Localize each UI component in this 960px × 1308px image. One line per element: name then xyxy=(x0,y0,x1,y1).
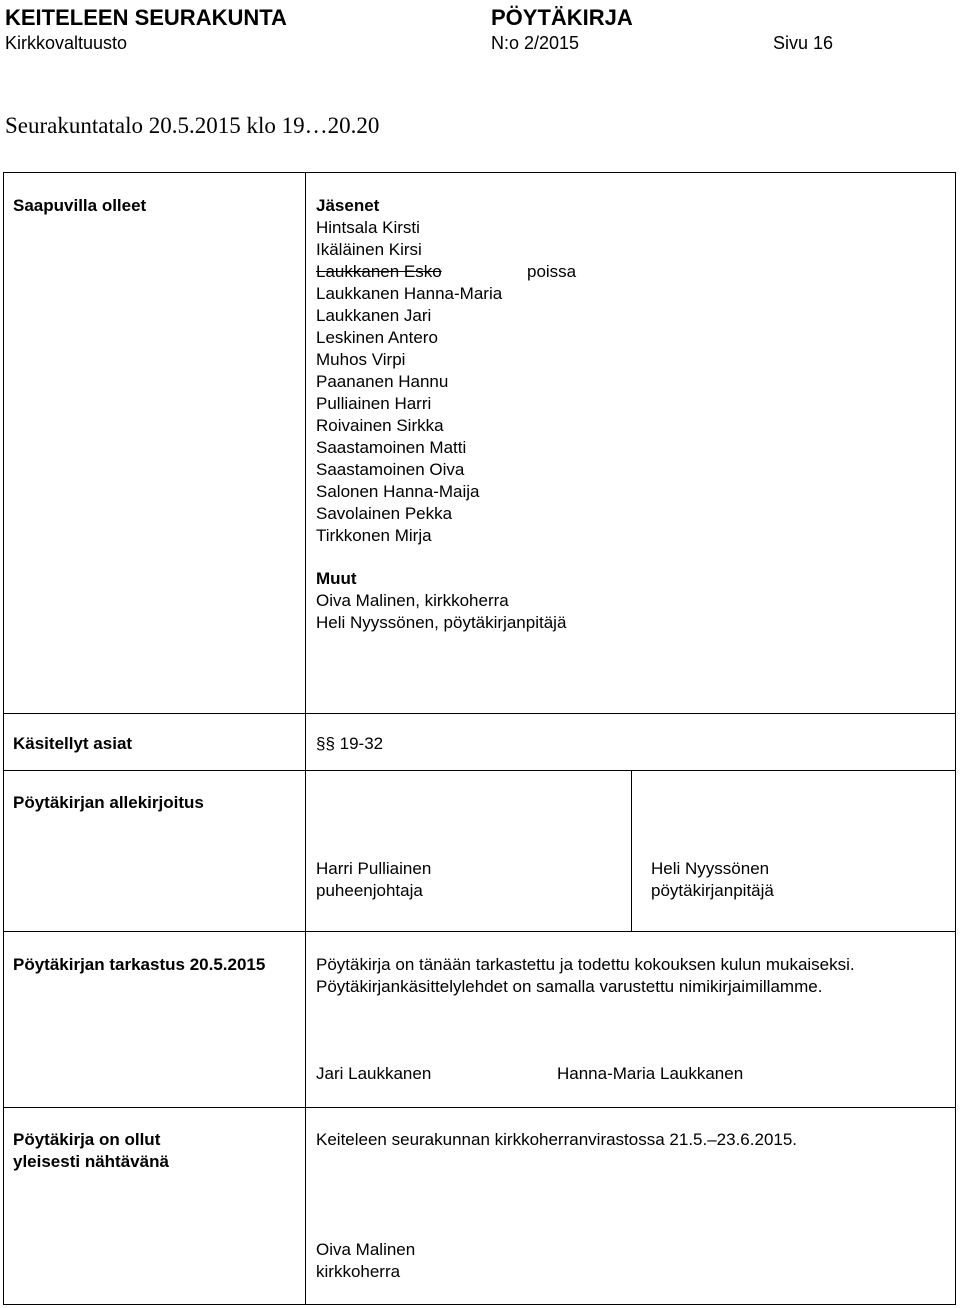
row-divider xyxy=(4,1107,955,1108)
public-label-line2: yleisesti nähtävänä xyxy=(13,1152,169,1171)
member-item: Savolainen Pekka xyxy=(316,504,453,523)
reviewer-1: Jari Laukkanen xyxy=(316,1064,432,1083)
row-divider xyxy=(4,770,955,771)
meeting-body: Kirkkovaltuusto xyxy=(5,33,128,53)
review-text-line1: Pöytäkirja on tänään tarkastettu ja todettu kokouksen kulun mukaiseksi. xyxy=(316,955,855,974)
member-item: Leskinen Antero xyxy=(316,328,438,347)
secretary-role: pöytäkirjanpitäjä xyxy=(651,881,774,900)
others-heading: Muut xyxy=(316,569,357,588)
member-item: Tirkkonen Mirja xyxy=(316,526,432,545)
attendance-label: Saapuvilla olleet xyxy=(13,196,147,215)
public-signer-role: kirkkoherra xyxy=(316,1262,401,1281)
review-label: Pöytäkirjan tarkastus 20.5.2015 xyxy=(13,955,266,974)
signature-column-divider xyxy=(631,770,632,931)
other-attendee: Oiva Malinen, kirkkoherra xyxy=(316,591,509,610)
review-text-line2: Pöytäkirjankäsittelylehdet on samalla varustettu nimikirjaimillamme. xyxy=(316,977,823,996)
member-item: Hintsala Kirsti xyxy=(316,218,420,237)
member-item: Laukkanen Esko xyxy=(316,262,442,281)
member-item: Roivainen Sirkka xyxy=(316,416,444,435)
member-item: Salonen Hanna-Maija xyxy=(316,482,480,501)
items-value: §§ 19-32 xyxy=(316,734,384,753)
absent-note: poissa xyxy=(527,262,577,281)
chair-role: puheenjohtaja xyxy=(316,881,423,900)
row-divider xyxy=(4,931,955,932)
member-item: Saastamoinen Matti xyxy=(316,438,467,457)
members-list xyxy=(316,217,502,547)
reviewer-2: Hanna-Maria Laukkanen xyxy=(557,1064,744,1083)
member-item: Pulliainen Harri xyxy=(316,394,432,413)
other-attendee: Heli Nyyssönen, pöytäkirjanpitäjä xyxy=(316,613,567,632)
member-item: Muhos Virpi xyxy=(316,350,406,369)
signature-label: Pöytäkirjan allekirjoitus xyxy=(13,793,204,812)
public-text: Keiteleen seurakunnan kirkkoherranvirastossa 21.5.–23.6.2015. xyxy=(316,1130,798,1149)
member-item: Laukkanen Jari xyxy=(316,306,432,325)
others-list xyxy=(316,590,566,634)
member-item: Ikäläinen Kirsi xyxy=(316,240,422,259)
member-item: Laukkanen Hanna-Maria xyxy=(316,284,503,303)
member-item: Paananen Hannu xyxy=(316,372,449,391)
secretary-name: Heli Nyyssönen xyxy=(651,859,770,878)
public-signer-name: Oiva Malinen xyxy=(316,1240,416,1259)
public-label-line1: Pöytäkirja on ollut xyxy=(13,1130,161,1149)
members-heading: Jäsenet xyxy=(316,196,380,215)
document-type: PÖYTÄKIRJA xyxy=(491,5,633,30)
column-divider xyxy=(305,173,306,1304)
session-info: Seurakuntatalo 20.5.2015 klo 19…20.20 xyxy=(5,113,380,138)
member-item: Saastamoinen Oiva xyxy=(316,460,465,479)
row-divider xyxy=(4,713,955,714)
org-name: KEITELEEN SEURAKUNTA xyxy=(5,5,287,30)
items-label: Käsitellyt asiat xyxy=(13,734,133,753)
chair-name: Harri Pulliainen xyxy=(316,859,432,878)
page-number: Sivu 16 xyxy=(773,33,834,53)
document-number: N:o 2/2015 xyxy=(491,33,580,53)
